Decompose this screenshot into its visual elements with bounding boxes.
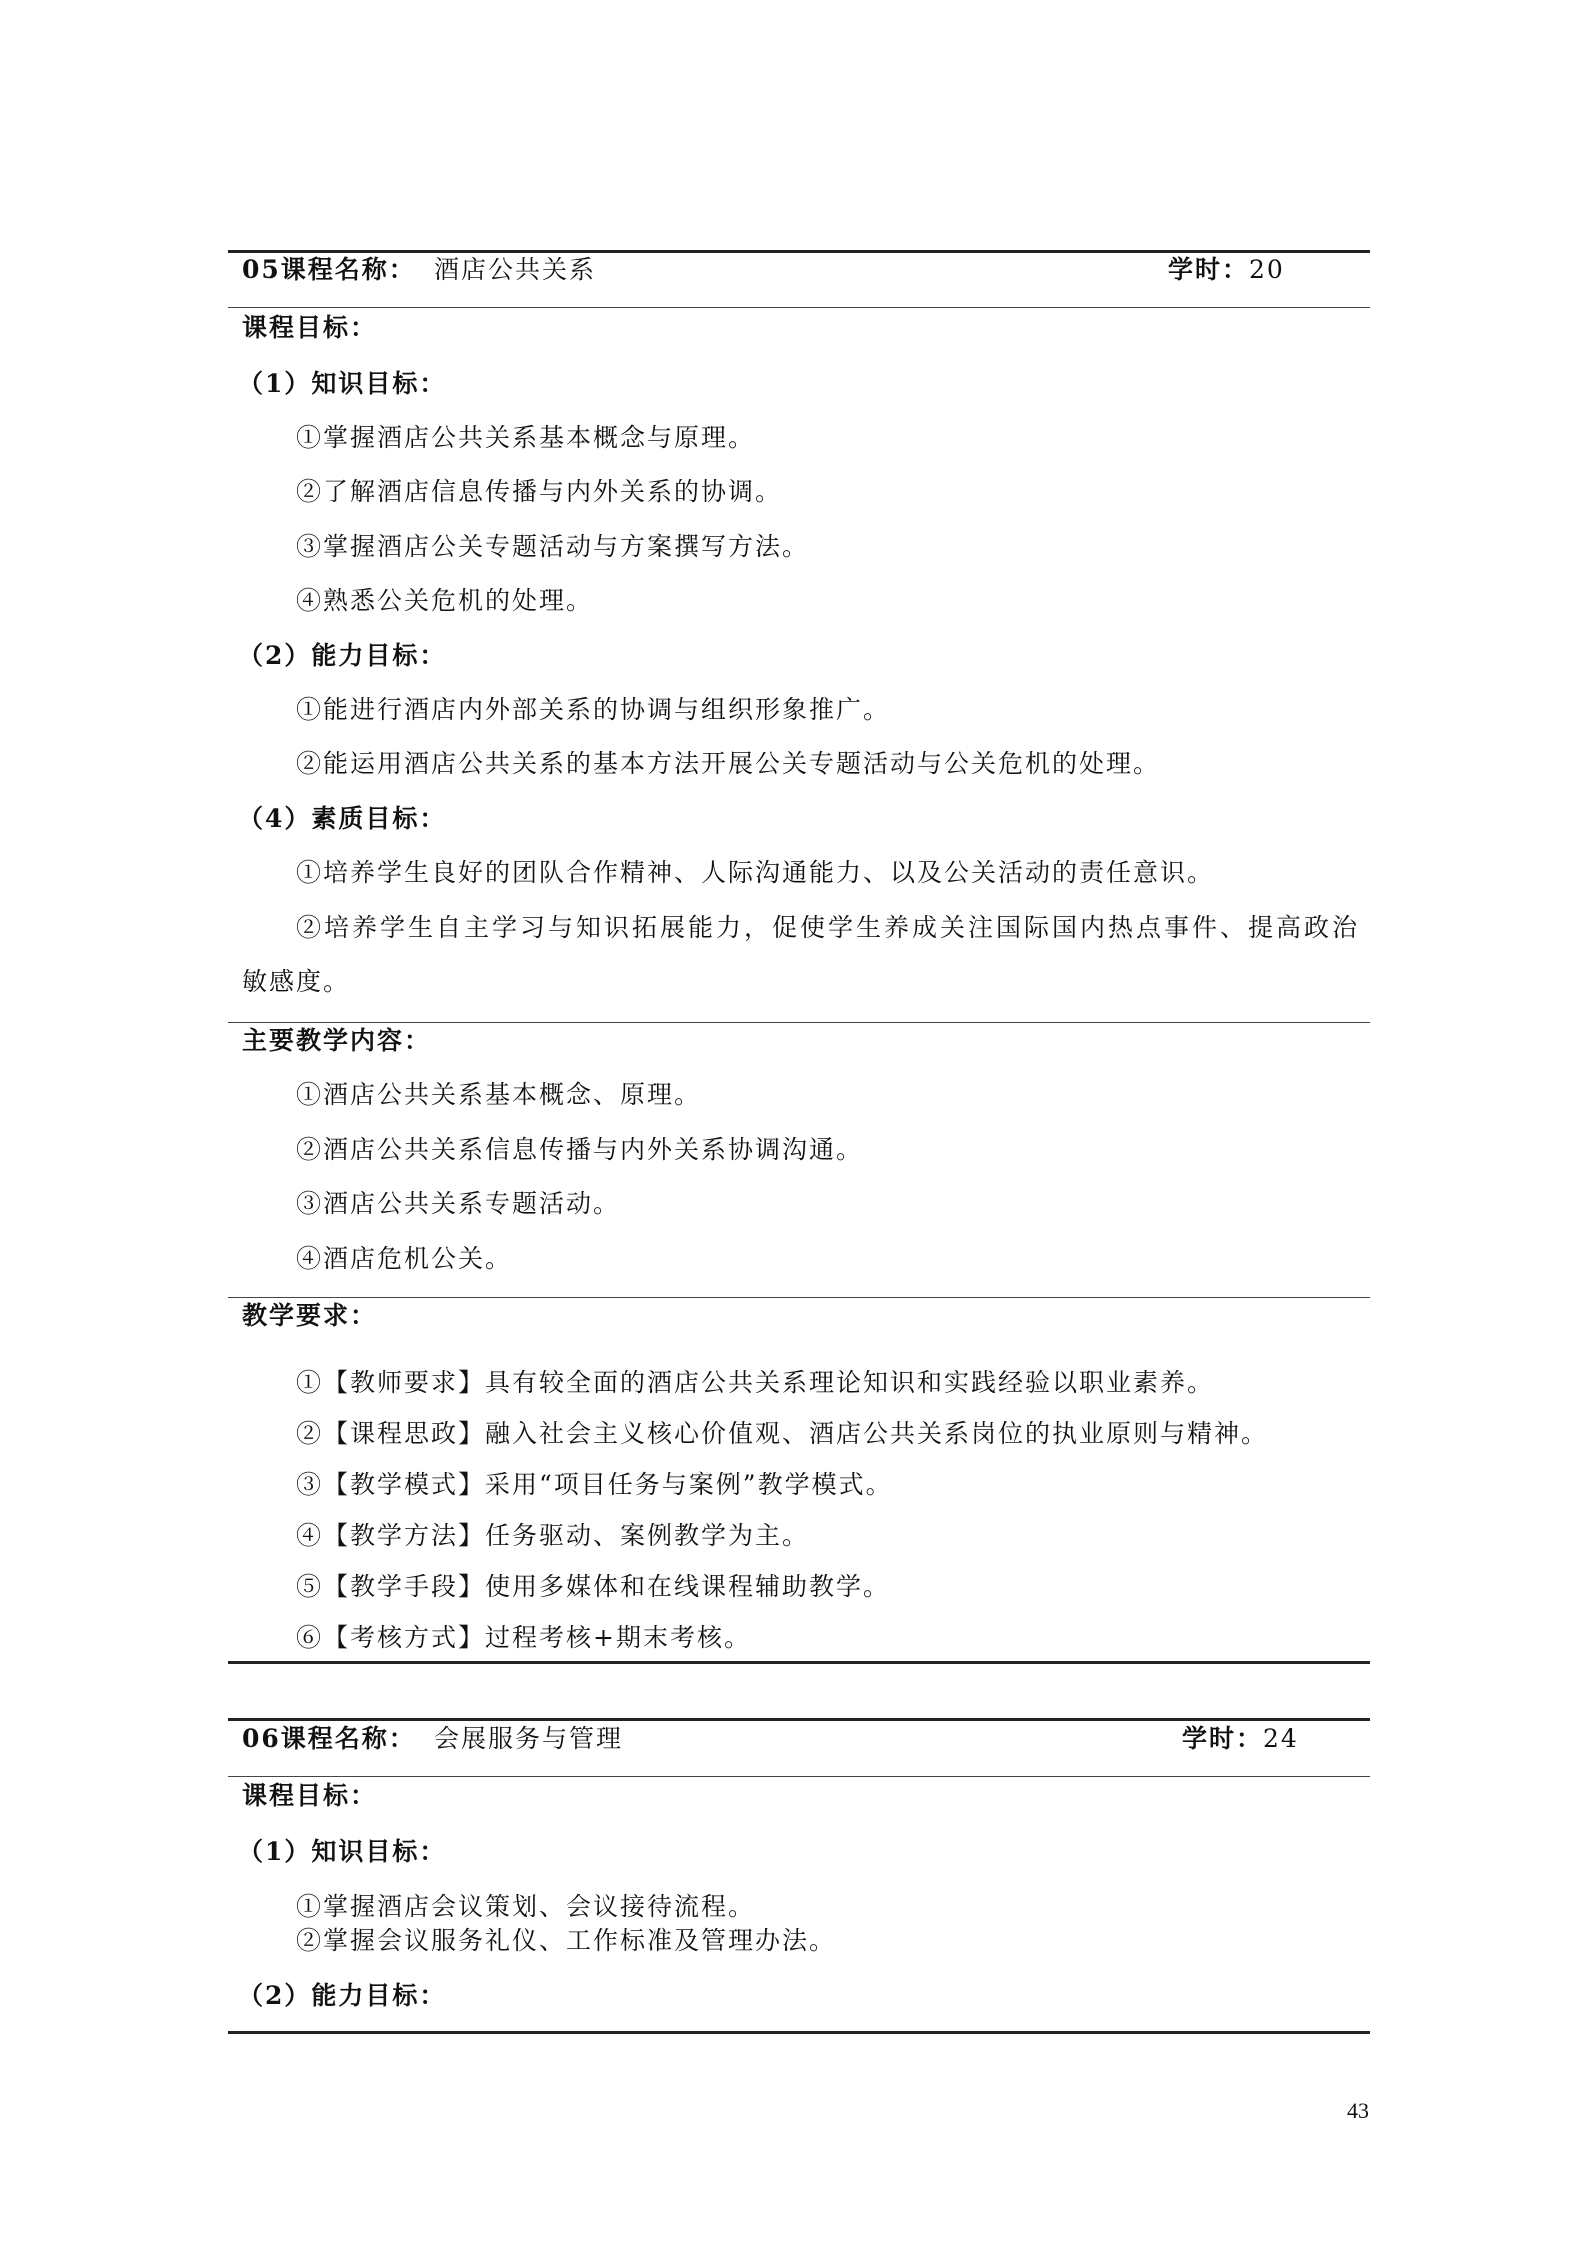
course-hours [1168, 254, 1285, 286]
header-top-rule [228, 1718, 1370, 1721]
ability-title: （2）能力目标： [238, 1981, 447, 2010]
knowledge-title: （1）知识目标： [238, 1837, 447, 1866]
quality-item: ②培养学生自主学习与知识拓展能力，促使学生养成关注国际国内热点事件、提高政治 [296, 913, 1361, 942]
header-bottom-rule [228, 307, 1370, 308]
requirements-divider [228, 1297, 1370, 1298]
header-bottom-rule [228, 1776, 1370, 1777]
ability-item: ②能运用酒店公共关系的基本方法开展公关专题活动与公关危机的处理。 [296, 749, 1161, 778]
course-05-header [242, 254, 1362, 286]
goals-title: 课程目标： [242, 1781, 378, 1810]
content-title: 主要教学内容： [242, 1026, 432, 1055]
content-item: ①酒店公共关系基本概念、原理。 [296, 1080, 702, 1109]
requirement-item: ③【教学模式】采用“项目任务与案例”教学模式。 [296, 1470, 893, 1499]
course-06-header [242, 1723, 1362, 1755]
content-divider [228, 1022, 1370, 1023]
knowledge-item: ①掌握酒店会议策划、会议接待流程。 [296, 1892, 756, 1921]
quality-item: 敏感度。 [242, 967, 351, 996]
quality-title: （4）素质目标： [238, 804, 447, 833]
ability-title: （2）能力目标： [238, 641, 447, 670]
quality-item: ①培养学生良好的团队合作精神、人际沟通能力、以及公关活动的责任意识。 [296, 858, 1215, 887]
goals-title: 课程目标： [242, 313, 378, 342]
requirement-item: ⑥【考核方式】过程考核+期末考核。 [296, 1623, 751, 1652]
hours-label: 学时： [1182, 1724, 1264, 1753]
content-item: ④酒店危机公关。 [296, 1244, 513, 1273]
hours-value: 24 [1263, 1724, 1299, 1753]
course-name-label: 05课程名称： [242, 255, 416, 284]
knowledge-item: ④熟悉公关危机的处理。 [296, 586, 594, 615]
hours-value: 20 [1249, 255, 1285, 284]
section-bottom-rule [228, 2031, 1370, 2034]
requirements-title: 教学要求： [242, 1301, 378, 1330]
requirement-item: ④【教学方法】任务驱动、案例教学为主。 [296, 1521, 810, 1550]
requirement-item: ①【教师要求】具有较全面的酒店公共关系理论知识和实践经验以职业素养。 [296, 1368, 1215, 1397]
section-bottom-rule [228, 1661, 1370, 1664]
knowledge-item: ③掌握酒店公关专题活动与方案撰写方法。 [296, 532, 810, 561]
content-item: ②酒店公共关系信息传播与内外关系协调沟通。 [296, 1135, 864, 1164]
requirement-item: ⑤【教学手段】使用多媒体和在线课程辅助教学。 [296, 1572, 891, 1601]
knowledge-title: （1）知识目标： [238, 369, 447, 398]
knowledge-item: ①掌握酒店公共关系基本概念与原理。 [296, 423, 756, 452]
page-number: 43 [1347, 2098, 1369, 2123]
course-name-value: 会展服务与管理 [434, 1724, 624, 1753]
knowledge-item: ②掌握会议服务礼仪、工作标准及管理办法。 [296, 1926, 837, 1955]
content-item: ③酒店公共关系专题活动。 [296, 1189, 621, 1218]
ability-item: ①能进行酒店内外部关系的协调与组织形象推广。 [296, 695, 891, 724]
course-name-label: 06课程名称： [242, 1724, 416, 1753]
header-top-rule [228, 250, 1370, 253]
requirement-item: ②【课程思政】融入社会主义核心价值观、酒店公共关系岗位的执业原则与精神。 [296, 1419, 1269, 1448]
course-hours [1182, 1723, 1299, 1755]
hours-label: 学时： [1168, 255, 1250, 284]
knowledge-item: ②了解酒店信息传播与内外关系的协调。 [296, 477, 783, 506]
course-name-value: 酒店公共关系 [434, 255, 597, 284]
